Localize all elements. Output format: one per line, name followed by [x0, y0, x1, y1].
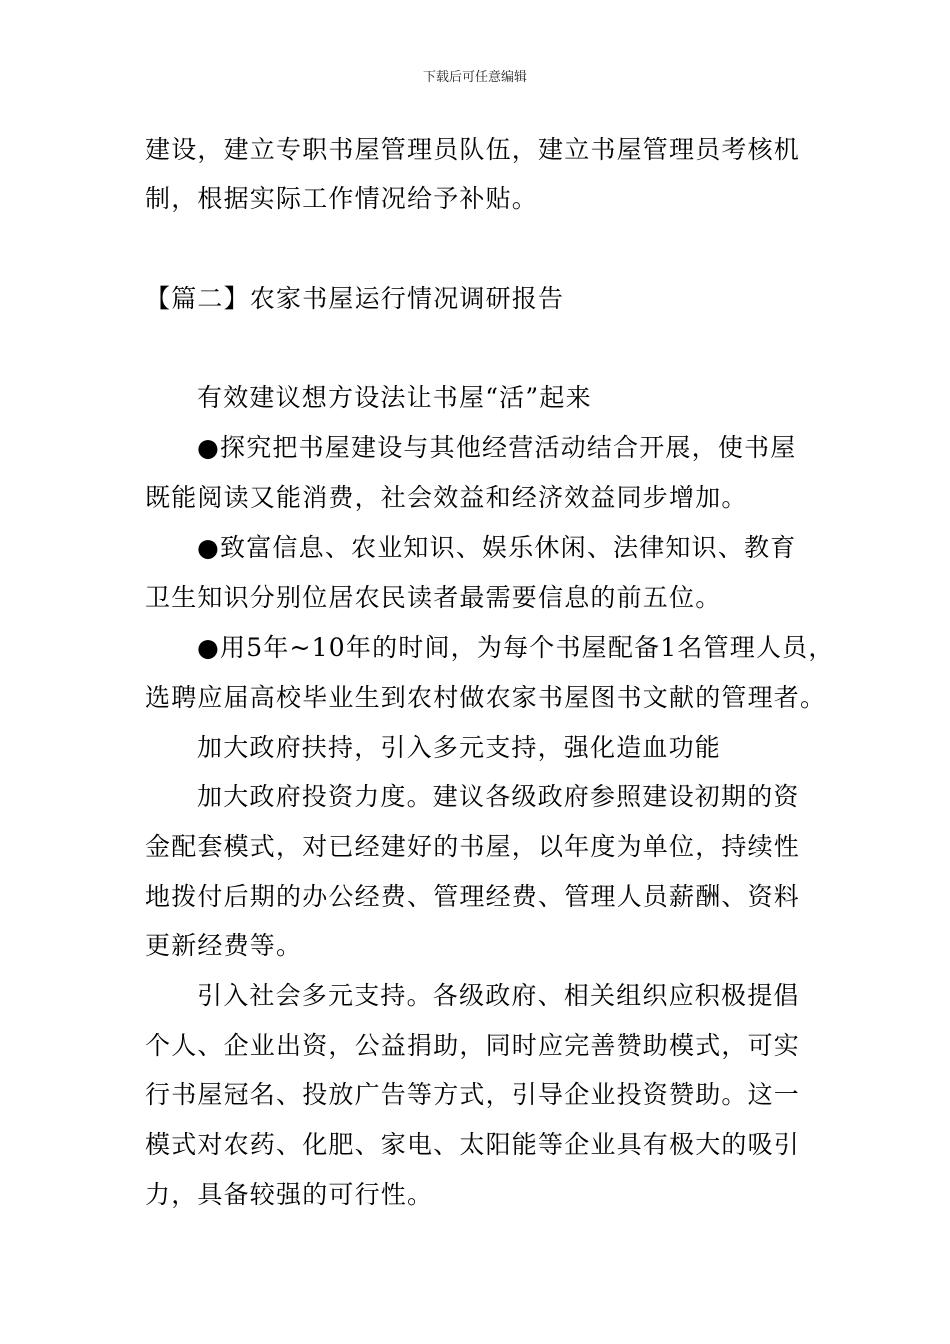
paragraph-line: 金配套模式，对已经建好的书屋，以年度为单位，持续性	[145, 832, 801, 861]
section-heading: 【篇二】农家书屋运行情况调研报告	[145, 284, 565, 313]
bullet-line: ●致富信息、农业知识、娱乐休闲、法律知识、教育	[197, 533, 797, 562]
paragraph-line: 建设，建立专职书屋管理员队伍，建立书屋管理员考核机	[145, 135, 801, 164]
paragraph-line: 地拨付后期的办公经费、管理经费、管理人员薪酬、资料	[145, 882, 801, 911]
bullet-line: 卫生知识分别位居农民读者最需要信息的前五位。	[145, 583, 722, 612]
paragraph-line: 更新经费等。	[145, 931, 303, 960]
paragraph-line: 力，具备较强的可行性。	[145, 1180, 434, 1209]
page-header: 下载后可任意编辑	[422, 70, 527, 85]
paragraph-line: 个人、企业出资，公益捐助，同时应完善赞助模式，可实	[145, 1031, 801, 1060]
bullet-line: 既能阅读又能消费，社会效益和经济效益同步增加。	[145, 483, 748, 512]
paragraph-line: 行书屋冠名、投放广告等方式，引导企业投资赞助。这一	[145, 1080, 801, 1109]
bullet-line: ●探究把书屋建设与其他经营活动结合开展，使书屋	[197, 433, 797, 462]
bullet-line: ●用5年~10年的时间，为每个书屋配备1名管理人员，	[197, 633, 835, 662]
subheading: 有效建议想方设法让书屋“活”起来	[197, 383, 592, 412]
subheading: 加大政府扶持，引入多元支持，强化造血功能	[197, 733, 722, 762]
paragraph-line: 引入社会多元支持。各级政府、相关组织应积极提倡	[197, 981, 800, 1010]
paragraph-line: 制，根据实际工作情况给予补贴。	[145, 184, 539, 213]
bullet-line: 选聘应届高校毕业生到农村做农家书屋图书文献的管理者。	[145, 683, 827, 712]
paragraph-line: 模式对农药、化肥、家电、太阳能等企业具有极大的吸引	[145, 1130, 801, 1159]
paragraph-line: 加大政府投资力度。建议各级政府参照建设初期的资	[197, 782, 800, 811]
